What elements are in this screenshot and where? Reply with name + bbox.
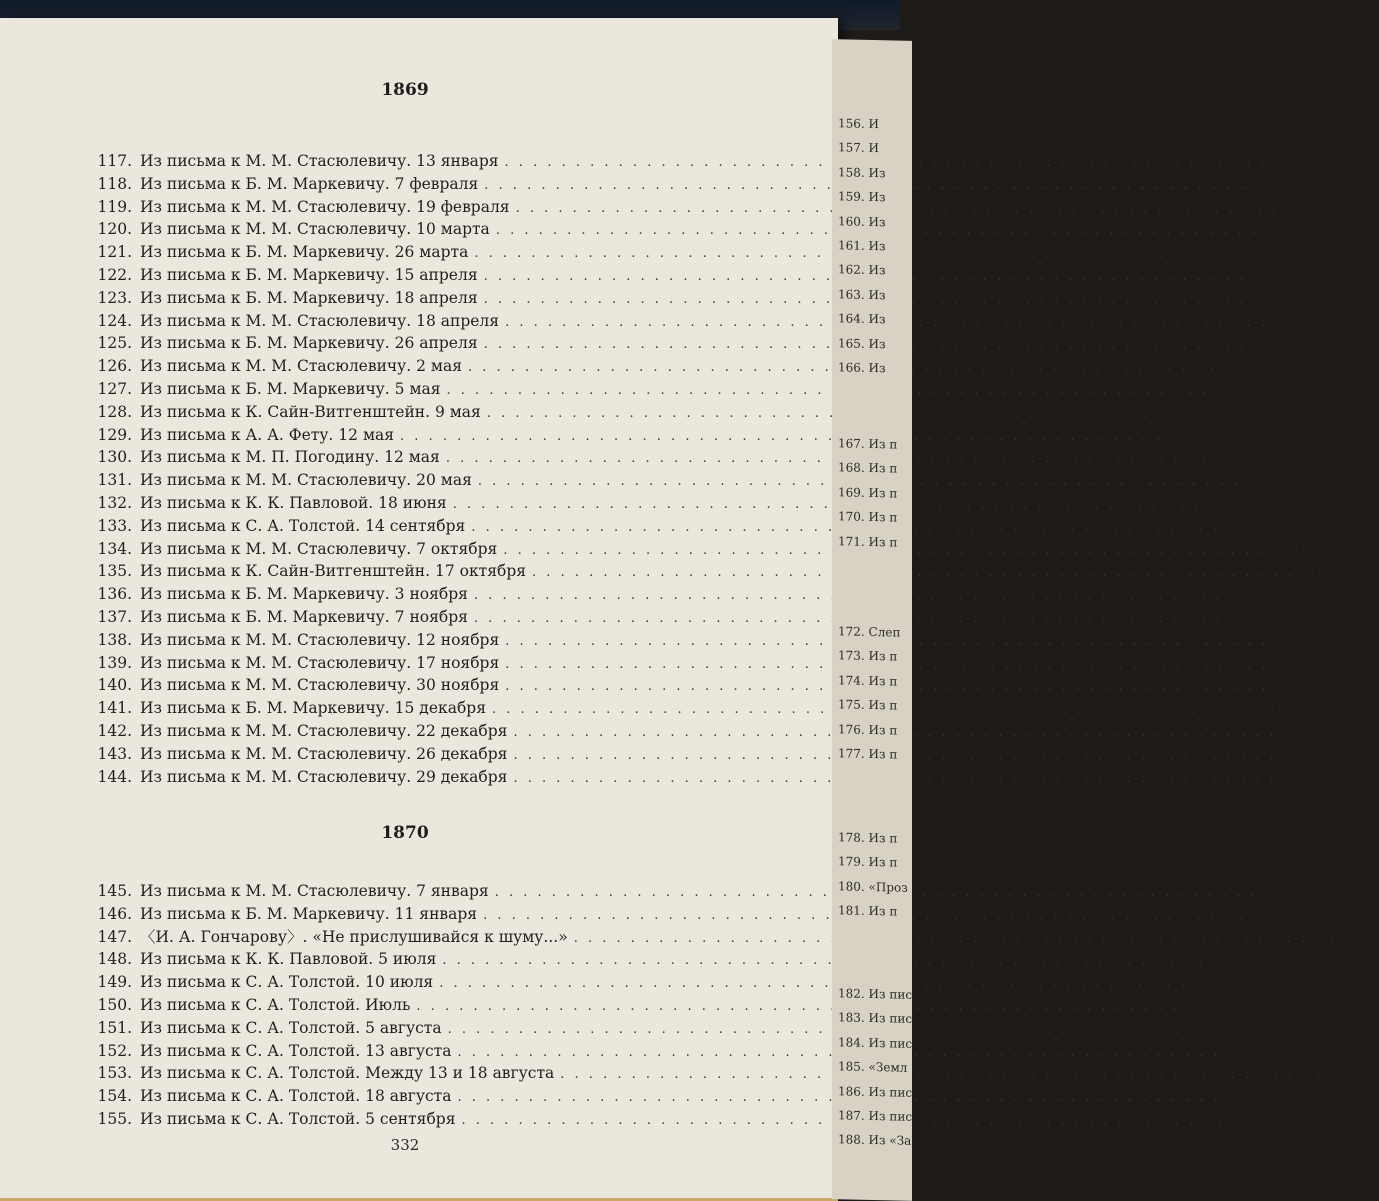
entry-title: 〈И. А. Гончарову〉. «Не прислушивайся к шуму...»	[140, 927, 568, 946]
entry-page: 156	[1280, 311, 1311, 330]
entry-title: Из письма к М. М. Стасюлевичу. 30 ноября	[140, 676, 500, 695]
entry-title: Из письма к С. А. Толстой. 5 августа	[140, 1018, 442, 1037]
toc-entry	[90, 560, 1338, 583]
entry-number: 131.	[97, 471, 132, 490]
entry-number: 141.	[97, 699, 132, 718]
facing-entry-fragment: 163. Из	[838, 287, 886, 303]
entry-page: 162	[1249, 585, 1280, 604]
entry-page: 156	[1243, 357, 1274, 376]
entry-number: 150.	[97, 995, 132, 1014]
facing-entry-fragment: 160. Из	[838, 213, 886, 229]
toc-entry	[90, 378, 1252, 401]
facing-group-2	[838, 431, 897, 554]
entry-title: Из письма к С. А. Толстой. 13 августа	[140, 1041, 452, 1060]
toc-entry	[90, 469, 1284, 492]
entry-page: 157	[1222, 379, 1252, 398]
entry-page: 154	[1271, 220, 1301, 239]
entry-title: Из письма к М. М. Стасюлевичу. 12 ноября	[140, 630, 500, 649]
facing-entry-fragment: 174. Из п	[838, 673, 898, 689]
entry-number: 130.	[97, 448, 132, 467]
entry-number: 151.	[97, 1018, 132, 1037]
entry-title: Из письма к К. К. Павловой. 5 июля	[140, 950, 437, 969]
entry-number: 127.	[97, 379, 132, 398]
entry-number: 137.	[97, 607, 132, 626]
entry-title: Из письма к Б. М. Маркевичу. 3 ноября	[140, 585, 468, 604]
entry-number: 152.	[97, 1041, 132, 1060]
entry-page: 159	[1253, 471, 1284, 490]
entry-number: 136.	[97, 585, 132, 604]
entry-number: 143.	[97, 744, 132, 763]
entry-number: 155.	[97, 1109, 132, 1128]
leader-dots	[448, 1019, 1211, 1042]
facing-entry-fragment: 170. Из п	[838, 509, 898, 525]
entry-number: 146.	[97, 904, 132, 923]
entry-page: 174	[1335, 1064, 1366, 1083]
facing-entry-fragment: 177. Из п	[838, 746, 898, 762]
facing-entry-fragment: 159. Из	[838, 189, 886, 205]
entry-page: 170	[1270, 882, 1300, 900]
leader-dots	[447, 380, 1210, 403]
entry-title: Из письма к М. М. Стасюлевичу. 17 ноября	[140, 653, 500, 672]
entry-number: 133.	[97, 516, 132, 535]
entry-page: 165	[1267, 699, 1298, 718]
facing-entry-fragment: 175. Из п	[838, 697, 898, 713]
entry-title: Из письма к Б. М. Маркевичу. 7 ноября	[140, 607, 468, 626]
entry-number: 149.	[97, 973, 132, 992]
toc-entry	[90, 583, 1280, 606]
entry-page: 155	[1259, 288, 1289, 307]
entry-page: 173	[1192, 995, 1222, 1014]
entry-number: 142.	[97, 721, 132, 740]
leader-dots	[560, 1064, 1323, 1087]
entry-page: 174	[1233, 1041, 1263, 1060]
facing-entry-fragment: 157. И	[838, 140, 879, 156]
entry-title: Из письма к М. М. Стасюлевичу. 26 декабря	[140, 744, 508, 763]
entry-page: 165	[1289, 721, 1319, 740]
facing-entry-fragment: 167. Из п	[838, 436, 898, 452]
facing-entry-fragment: 176. Из п	[838, 721, 898, 738]
entry-title: Из письма к С. А. Толстой. 14 сентября	[140, 516, 466, 535]
toc-entry	[90, 926, 1379, 949]
page-number: 332	[390, 1136, 420, 1154]
entry-title: Из письма к С. А. Толстой. Июль	[140, 995, 411, 1014]
entry-page: 159	[1175, 425, 1206, 444]
entry-title: Из письма к А. А. Фету. 12 мая	[140, 425, 395, 444]
entry-page: 165	[1280, 676, 1311, 695]
entry-title: Из письма к С. А. Толстой. 10 июля	[140, 973, 434, 992]
facing-entry-fragment: 179. Из п	[838, 854, 898, 870]
entry-number: 148.	[97, 950, 132, 969]
entry-title: Из письма к М. М. Стасюлевичу. 29 декабря	[140, 767, 508, 786]
entry-page: 167	[1289, 744, 1319, 763]
entry-page: 172	[1217, 950, 1248, 969]
book-page-right-facing	[832, 39, 912, 1201]
leader-dots	[439, 973, 1202, 996]
entry-title: Из письма к М. М. Стасюлевичу. 22 декабря	[140, 721, 508, 740]
entry-number: 117.	[97, 152, 132, 170]
toc-entry	[90, 606, 1280, 629]
entry-page: 171	[1258, 904, 1289, 923]
facing-entry-fragment: 166. Из	[838, 360, 886, 376]
entry-number: 134.	[97, 539, 132, 558]
entry-page: 162	[1307, 562, 1338, 581]
entry-number: 139.	[97, 653, 132, 672]
leader-dots	[574, 928, 1337, 951]
entry-page: 161	[1278, 539, 1309, 558]
facing-entry-fragment: 181. Из п	[838, 903, 898, 919]
facing-entry-fragment: 188. Из «За	[838, 1132, 912, 1149]
facing-group-1	[838, 111, 886, 380]
facing-entry-fragment: 187. Из пис	[838, 1108, 913, 1124]
entry-number: 128.	[97, 402, 132, 421]
entry-page: 175	[1237, 1109, 1267, 1128]
facing-entry-fragment: 184. Из пис	[838, 1035, 913, 1051]
entry-number: 125.	[97, 334, 132, 353]
facing-entry-fragment: 180. «Проз	[838, 879, 908, 895]
entry-number: 145.	[97, 882, 132, 900]
entry-number: 140.	[97, 676, 132, 695]
entry-title: Из письма к Б. М. Маркевичу. 5 мая	[140, 379, 441, 398]
entry-title: Из письма к Б. М. Маркевичу. 26 марта	[140, 243, 469, 262]
entry-title: Из письма к Б. М. Маркевичу. 15 декабря	[140, 699, 486, 718]
entry-title: Из письма к М. М. Стасюлевичу. 2 мая	[140, 357, 462, 376]
entry-number: 119.	[97, 197, 132, 216]
entry-title: Из письма к М. М. Стасюлевичу. 13 января	[140, 152, 499, 170]
entry-title: Из письма к М. М. Стасюлевичу. 7 октября	[140, 539, 498, 558]
leader-dots	[400, 426, 1163, 449]
entry-page: 152	[1280, 152, 1310, 170]
facing-entry-fragment: 186. Из пис	[838, 1083, 913, 1100]
facing-group-3	[838, 619, 900, 767]
entry-page: 160	[1246, 516, 1277, 535]
facing-entry-fragment: 182. Из пис	[838, 986, 913, 1002]
entry-number: 121.	[97, 243, 132, 262]
entry-page: 159	[1221, 448, 1251, 467]
entry-page: 163	[1249, 607, 1280, 626]
entry-page: 173	[1223, 1018, 1253, 1037]
entry-title: Из письма к К. Сайн-Витгенштейн. 9 мая	[140, 402, 481, 421]
entry-title: Из письма к С. А. Толстой. 5 сентября	[140, 1109, 456, 1128]
entry-page: 155	[1249, 243, 1280, 262]
entry-page: 160	[1228, 493, 1258, 512]
entry-number: 118.	[97, 174, 132, 193]
entry-number: 123.	[97, 288, 132, 307]
entry-title: Из письма к С. А. Толстой. Между 13 и 18 августа	[140, 1064, 555, 1083]
facing-entry-fragment: 171. Из п	[838, 533, 898, 550]
entry-number: 154.	[97, 1087, 132, 1106]
entry-title: Из письма к М. М. Стасюлевичу. 20 мая	[140, 471, 472, 490]
entry-number: 135.	[97, 562, 132, 581]
entry-page: 164	[1280, 653, 1311, 672]
entry-number: 153.	[97, 1064, 132, 1083]
facing-entry-fragment: 172. Слеп	[838, 624, 901, 640]
entry-page: 163	[1280, 630, 1311, 649]
entry-title: Из письма к К. К. Павловой. 18 июня	[140, 493, 447, 512]
leader-dots	[442, 950, 1205, 973]
entry-page: 154	[1291, 197, 1321, 216]
entry-title: Из письма к Б. М. Маркевичу. 7 февраля	[140, 174, 479, 193]
entry-page: 172	[1349, 927, 1379, 946]
entry-number: 147.	[97, 927, 132, 946]
entry-title: Из письма к Б. М. Маркевичу. 18 апреля	[140, 288, 478, 307]
entry-number: 138.	[97, 630, 132, 649]
toc-entry	[90, 948, 1248, 971]
entry-title: Из письма к Б. М. Маркевичу. 26 апреля	[140, 334, 478, 353]
entry-number: 144.	[97, 767, 132, 786]
entry-title: Из письма к Б. М. Маркевичу. 15 апреля	[140, 265, 478, 284]
entry-title: Из письма к М. М. Стасюлевичу. 10 марта	[140, 220, 490, 239]
entry-title: Из письма к С. А. Толстой. 18 августа	[140, 1087, 452, 1106]
entry-title: Из письма к М. М. Стасюлевичу. 18 апреля	[140, 311, 500, 330]
section-year-1869: 1869	[381, 80, 429, 100]
facing-entry-fragment: 158. Из	[838, 165, 886, 181]
entry-number: 122.	[97, 265, 132, 284]
facing-group-4	[838, 825, 908, 924]
leader-dots	[446, 448, 1209, 471]
entry-number: 129.	[97, 425, 132, 444]
leader-dots	[416, 996, 1179, 1019]
entry-page: 156	[1259, 334, 1289, 353]
toc-entry	[90, 766, 1319, 789]
entry-number: 120.	[97, 220, 132, 239]
entry-title: Из письма к М. П. Погодину. 12 мая	[140, 448, 440, 467]
facing-entry-fragment: 165. Из	[838, 335, 886, 351]
entry-number: 124.	[97, 311, 132, 330]
facing-entry-fragment: 162. Из	[838, 262, 886, 278]
facing-entry-fragment: 183. Из пис	[838, 1010, 913, 1027]
entry-title: Из письма к М. М. Стасюлевичу. 19 февраля	[140, 197, 510, 216]
facing-entry-fragment: 168. Из п	[838, 460, 898, 476]
leader-dots	[532, 562, 1295, 585]
facing-group-5	[838, 981, 912, 1153]
entry-page: 153	[1259, 174, 1290, 193]
entry-page: 175	[1233, 1087, 1263, 1106]
entry-title: Из письма к К. Сайн-Витгенштейн. 17 октября	[140, 562, 527, 581]
facing-entry-fragment: 185. «Земл	[838, 1059, 908, 1075]
facing-entry-fragment: 178. Из п	[838, 830, 898, 846]
entry-number: 132.	[97, 493, 132, 512]
entry-page: 169	[1289, 767, 1319, 786]
facing-entry-fragment: 156. И	[838, 116, 879, 132]
entry-page: 157	[1262, 402, 1292, 421]
facing-entry-fragment: 161. Из	[838, 238, 886, 254]
facing-entry-fragment: 164. Из	[838, 311, 886, 327]
entry-title: Из письма к М. М. Стасюлевичу. 7 января	[140, 882, 489, 900]
entry-title: Из письма к Б. М. Маркевичу. 11 января	[140, 904, 478, 923]
entry-page: 173	[1214, 973, 1245, 992]
facing-entry-fragment: 173. Из п	[838, 648, 898, 664]
entry-page: 155	[1259, 265, 1289, 284]
entry-number: 126.	[97, 357, 132, 376]
toc-entry	[90, 401, 1292, 424]
section-year-1870: 1870	[381, 823, 429, 843]
facing-entry-fragment: 169. Из п	[838, 485, 898, 501]
